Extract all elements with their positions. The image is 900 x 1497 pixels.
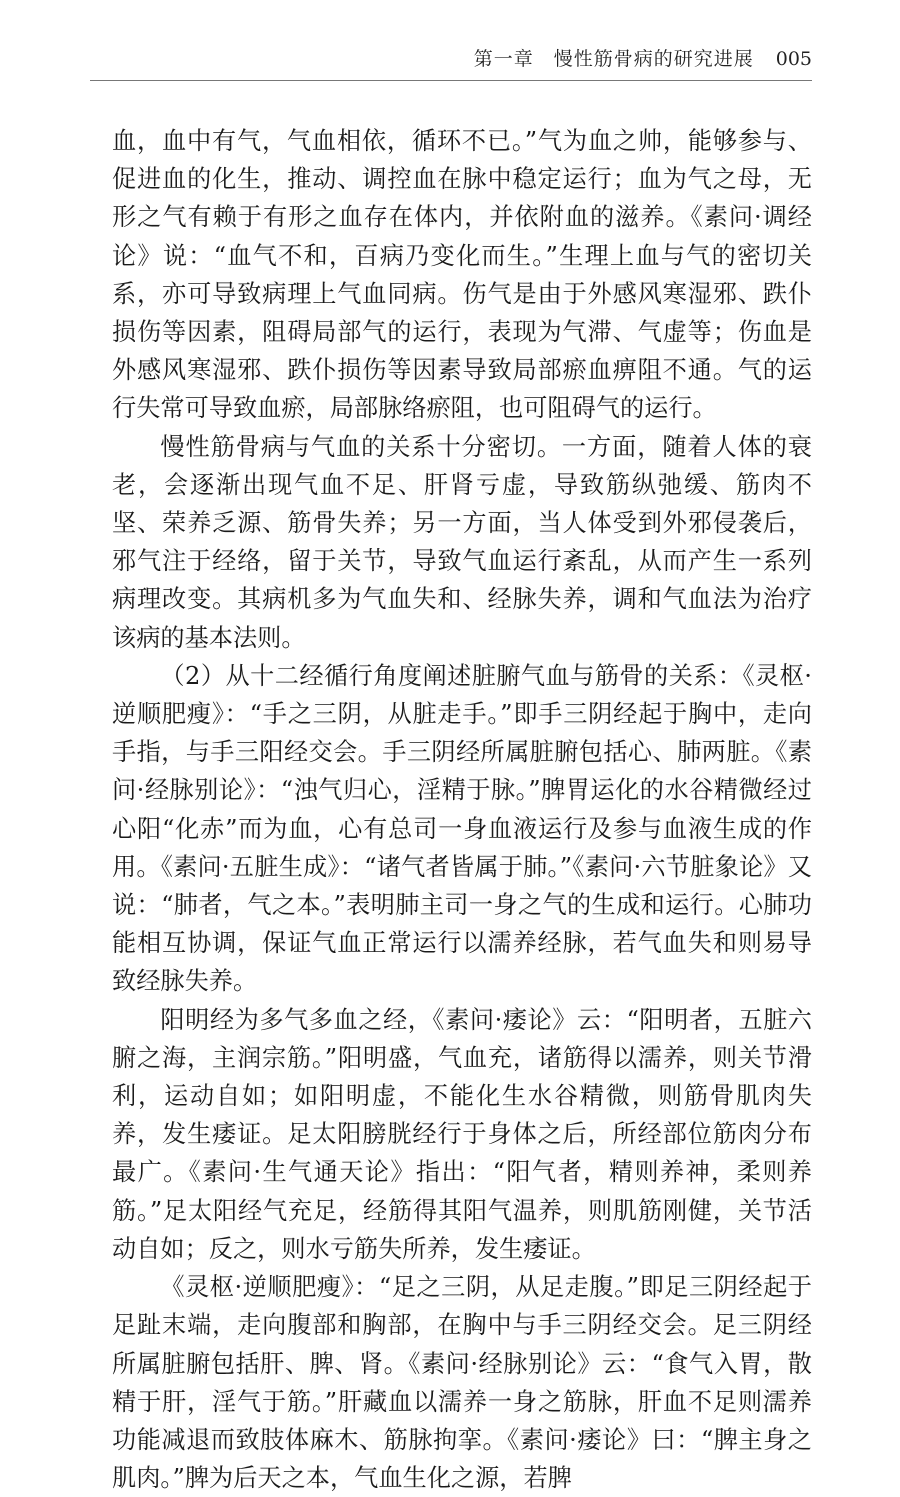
paragraph: （2）从十二经循行角度阐述脏腑气血与筋骨的关系：《灵枢·逆顺肥瘦》：“手之三阴，从脏走手。”即手三阴经起于胸中，走向手指，与手三阳经交会。手三阴经所属脏腑包括心、肺两脏。《素问·经脉别论》：“浊气归心，淫精于脉。”脾胃运化的水谷精微经过心阳“化赤”而为血，心有总司一身血液运行及参与血液生成的作用。《素问·五脏生成》：“诸气者皆属于肺。”《素问·六节脏象论》又说：“肺者，气之本。”表明肺主司一身之气的生成和运行。心肺功能相互协调，保证气血正常运行以濡养经脉，若气血失和则易导致经脉失养。: [112, 661, 812, 996]
chapter-title: 第一章 慢性筋骨病的研究进展: [473, 48, 754, 70]
running-header: [474, 44, 812, 71]
paragraph-continued: 血，血中有气，气血相依，循环不已。”气为血之帅，能够参与、促进血的化生，推动、调控血在脉中稳定运行；血为气之母，无形之气有赖于有形之血存在体内，并依附血的滋养。《素问·调经论》说：“血气不和，百病乃变化而生。”生理上血与气的密切关系，亦可导致病理上气血同病。伤气是由于外感风寒湿邪、跌仆损伤等因素，阻碍局部气的运行，表现为气滞、气虚等；伤血是外感风寒湿邪、跌仆损伤等因素导致局部瘀血痹阻不通。气的运行失常可导致血瘀，局部脉络瘀阻，也可阻碍气的运行。: [112, 127, 812, 423]
paragraph: 《灵枢·逆顺肥瘦》：“足之三阴，从足走腹。”即足三阴经起于足趾末端，走向腹部和胸部，在胸中与手三阴经交会。足三阴经所属脏腑包括肝、脾、肾。《素问·经脉别论》云：“食气入胃，散精于肝，淫气于筋。”肝藏血以濡养一身之筋脉，肝血不足则濡养功能减退而致肢体麻木、筋脉拘挛。《素问·痿论》曰：“脾主身之肌肉。”脾为后天之本，气血生化之源，若脾: [112, 1273, 812, 1493]
paragraph: 慢性筋骨病与气血的关系十分密切。一方面，随着人体的衰老，会逐渐出现气血不足、肝肾亏虚，导致筋纵弛缓、筋肉不坚、荣养乏源、筋骨失养；另一方面，当人体受到外邪侵袭后，邪气注于经络，留于关节，导致气血运行紊乱，从而产生一系列病理改变。其病机多为气血失和、经脉失养，调和气血法为治疗该病的基本法则。: [112, 432, 812, 652]
page-number: 005: [775, 48, 812, 70]
header-divider: [90, 80, 812, 81]
body-text: [112, 122, 812, 1497]
paragraph: 阳明经为多气多血之经，《素问·痿论》云：“阳明者，五脏六腑之海，主润宗筋。”阳明盛，气血充，诸筋得以濡养，则关节滑利，运动自如；如阳明虚，不能化生水谷精微，则筋骨肌肉失养，发生痿证。足太阳膀胱经行于身体之后，所经部位筋肉分布最广。《素问·生气通天论》指出：“阳气者，精则养神，柔则养筋。”足太阳经气充足，经筋得其阳气温养，则肌筋刚健，关节活动自如；反之，则水亏筋失所养，发生痿证。: [112, 1005, 812, 1263]
